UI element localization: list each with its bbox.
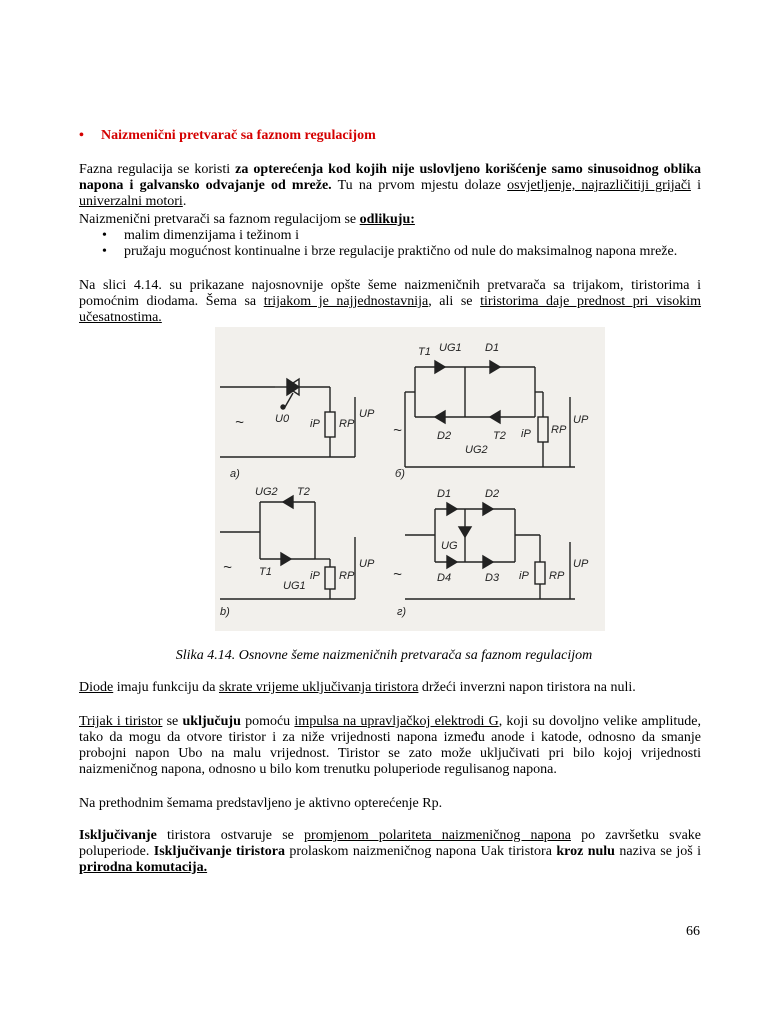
paragraph-triggering: Trijak i tiristor se uključuju pomoću impulsa na upravljačkoj elektrodi G, koji su dovoljno velike amplitude, tako da mogu da otvore tiristor i za niže vrijednosti napona između anode i katode, odnosno da smanje probojni napon Ubo na malu vrijednost. Tiristor se zato može uključivati pri bilo kojoj vrijednosti naizmeničnog napona, odnosno u bilo kom trenutku poluperiode regulisanog napona. xyxy=(79,714,702,777)
label-ip: iP xyxy=(310,570,320,582)
label-ug2: UG2 xyxy=(255,486,278,498)
label-t2: T2 xyxy=(493,430,506,442)
label-ug2: UG2 xyxy=(465,444,488,456)
label-rp: RP xyxy=(339,418,355,430)
label-d2: D2 xyxy=(437,430,452,442)
paragraph-intro: Fazna regulacija se koristi za opterećenja kod kojih nije uslovljeno korišćenje samo sinusoidnog oblika napona i galvansko odvajanje od mreže. Tu na prvom mjestu dolaze osvjetljenje, najrazličitiji grijači i univerzalni motori. xyxy=(79,162,701,209)
circuit-d xyxy=(393,488,589,618)
label-ug: UG xyxy=(441,540,458,552)
tilde-symbol: ~ xyxy=(393,422,402,439)
figure-caption: Slika 4.14. Osnovne šeme naizmeničnih pretvarača sa faznom regulacijom xyxy=(175,648,593,663)
paragraph-turnoff: Isključivanje tiristora ostvaruje se promjenom polariteta naizmeničnog napona po završetku svake poluperiode. Isključivanje tiristora prolaskom naizmeničnog napona Uak tiristora kroz nulu naziva se još i prirodna komutacija. xyxy=(79,828,702,875)
paragraph-figure-intro: Na slici 4.14. su prikazane najosnovnije opšte šeme naizmeničnih pretvarača sa trijakom, tiristorima i pomoćnim diodama. Šema sa trijakom je najjednostavnija, ali se tiristorima daje prednost pri visokim učesatnostima. xyxy=(79,278,702,325)
label-ug1: UG1 xyxy=(439,342,462,354)
label-u0: U0 xyxy=(275,413,290,425)
list-item: • malim dimenzijama i težinom i xyxy=(100,228,701,244)
label-d2: D2 xyxy=(485,488,500,500)
label-t1: T1 xyxy=(259,566,272,578)
bullet-icon: • xyxy=(79,128,84,143)
label-d1: D1 xyxy=(437,488,452,500)
label-t2: T2 xyxy=(297,486,310,498)
paragraph-diodes: Diode imaju funkciju da skrate vrijeme uključivanja tiristora držeći inverzni napon tiristora na nuli. xyxy=(79,680,636,695)
label-d: г) xyxy=(397,606,407,618)
circuit-a xyxy=(220,379,375,480)
circuit-c xyxy=(220,486,375,618)
paragraph-features: Naizmenični pretvarači sa faznom regulacijom se odlikuju: xyxy=(79,212,415,227)
section-heading xyxy=(79,128,376,144)
label-rp: RP xyxy=(339,570,355,582)
label-up: UP xyxy=(573,414,589,426)
list-item: • pružaju mogućnost kontinualne i brze regulacije praktično od nule do maksimalnog napona mreže. xyxy=(100,244,701,260)
label-ip: iP xyxy=(521,428,531,440)
section-heading-text: Naizmenični pretvarač sa faznom regulacijom xyxy=(101,128,376,143)
circuit-b xyxy=(393,342,589,480)
label-up: UP xyxy=(359,408,375,420)
label-d3: D3 xyxy=(485,572,500,584)
label-d4: D4 xyxy=(437,572,452,584)
label-t1: T1 xyxy=(418,346,431,358)
label-ug1: UG1 xyxy=(283,580,306,592)
tilde-symbol: ~ xyxy=(235,414,244,431)
paragraph-load: Na prethodnim šemama predstavljeno je aktivno opterećenje Rp. xyxy=(79,796,443,811)
tilde-symbol: ~ xyxy=(223,559,232,576)
feature-list xyxy=(100,228,701,260)
circuit-figure xyxy=(215,327,605,631)
label-up: UP xyxy=(359,558,375,570)
label-b: б) xyxy=(395,468,405,480)
label-d1: D1 xyxy=(485,342,500,354)
label-a: a) xyxy=(230,468,240,480)
tilde-symbol: ~ xyxy=(393,566,402,583)
label-c: b) xyxy=(220,606,230,618)
label-up: UP xyxy=(573,558,589,570)
label-ip: iP xyxy=(519,570,529,582)
label-rp: RP xyxy=(549,570,565,582)
label-ip: iP xyxy=(310,418,320,430)
page-number: 66 xyxy=(686,924,700,939)
label-rp: RP xyxy=(551,424,567,436)
